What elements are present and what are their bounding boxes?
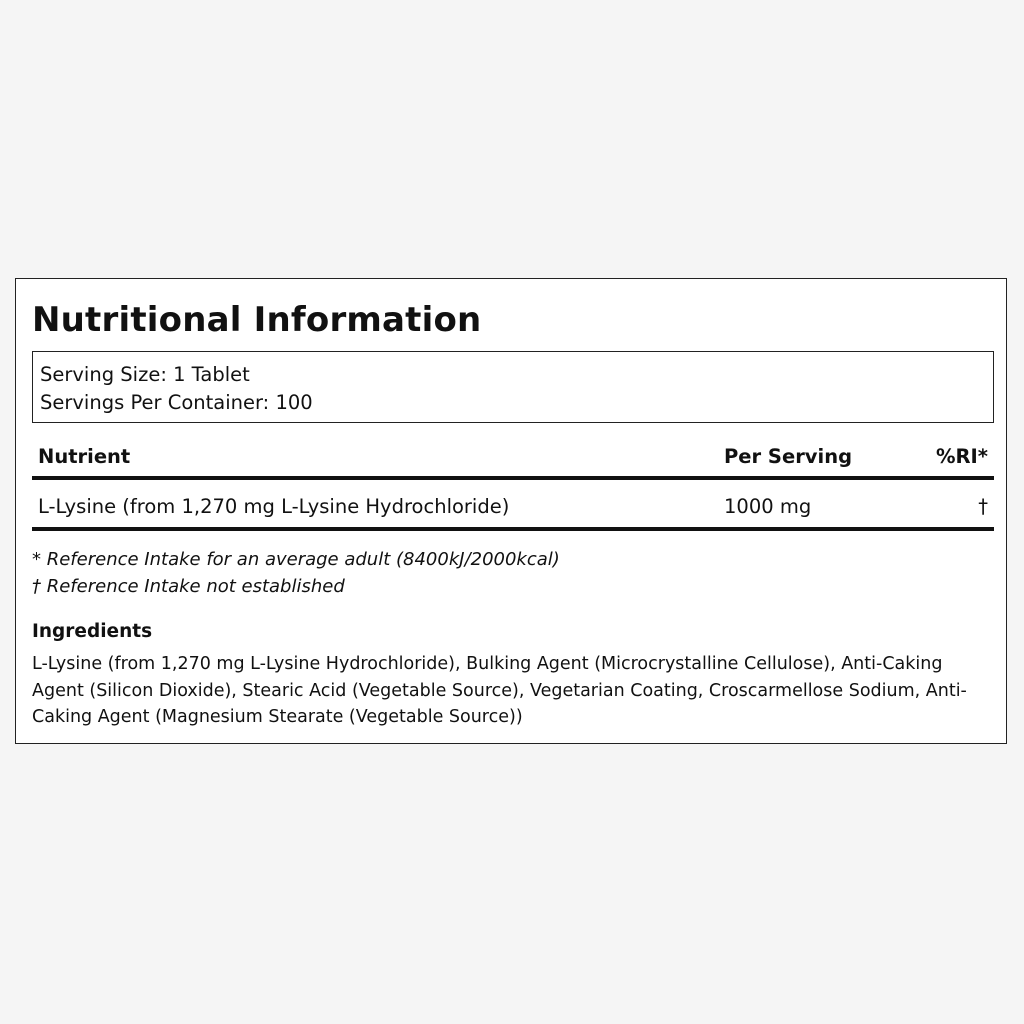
- column-header-nutrient: Nutrient: [38, 445, 131, 468]
- footnote-reference-intake: * Reference Intake for an average adult (8400kJ/2000kcal): [32, 549, 560, 570]
- ingredients-text: L-Lysine (from 1,270 mg L-Lysine Hydrochloride), Bulking Agent (Microcrystalline Cellulose), Anti-Caking Agent (Silicon Dioxide), Stearic Acid (Vegetable Source), Vegetarian Coating, Croscarmellose Sodium, Anti-Caking Agent (Magnesium Stearate (Vegetable Source)): [32, 654, 967, 727]
- nutrient-ri: †: [978, 495, 988, 518]
- servings-per-container: Servings Per Container: 100: [40, 391, 313, 414]
- table-header-row: [32, 439, 994, 480]
- table-row: [32, 480, 994, 531]
- nutrient-per-serving: 1000 mg: [724, 495, 812, 518]
- nutrition-panel: [15, 278, 1007, 744]
- panel-title: Nutritional Information: [32, 300, 482, 340]
- footnote-not-established: † Reference Intake not established: [32, 575, 345, 597]
- column-header-per-serving: Per Serving: [724, 445, 853, 468]
- serving-size: Serving Size: 1 Tablet: [40, 363, 250, 386]
- nutrient-name: L-Lysine (from 1,270 mg L-Lysine Hydrochloride): [38, 495, 510, 518]
- serving-info-box: [32, 351, 994, 423]
- column-header-ri: %RI*: [935, 445, 988, 468]
- footnotes: [32, 547, 560, 600]
- nutrient-table: [32, 439, 994, 531]
- ingredients-heading: Ingredients: [32, 621, 153, 642]
